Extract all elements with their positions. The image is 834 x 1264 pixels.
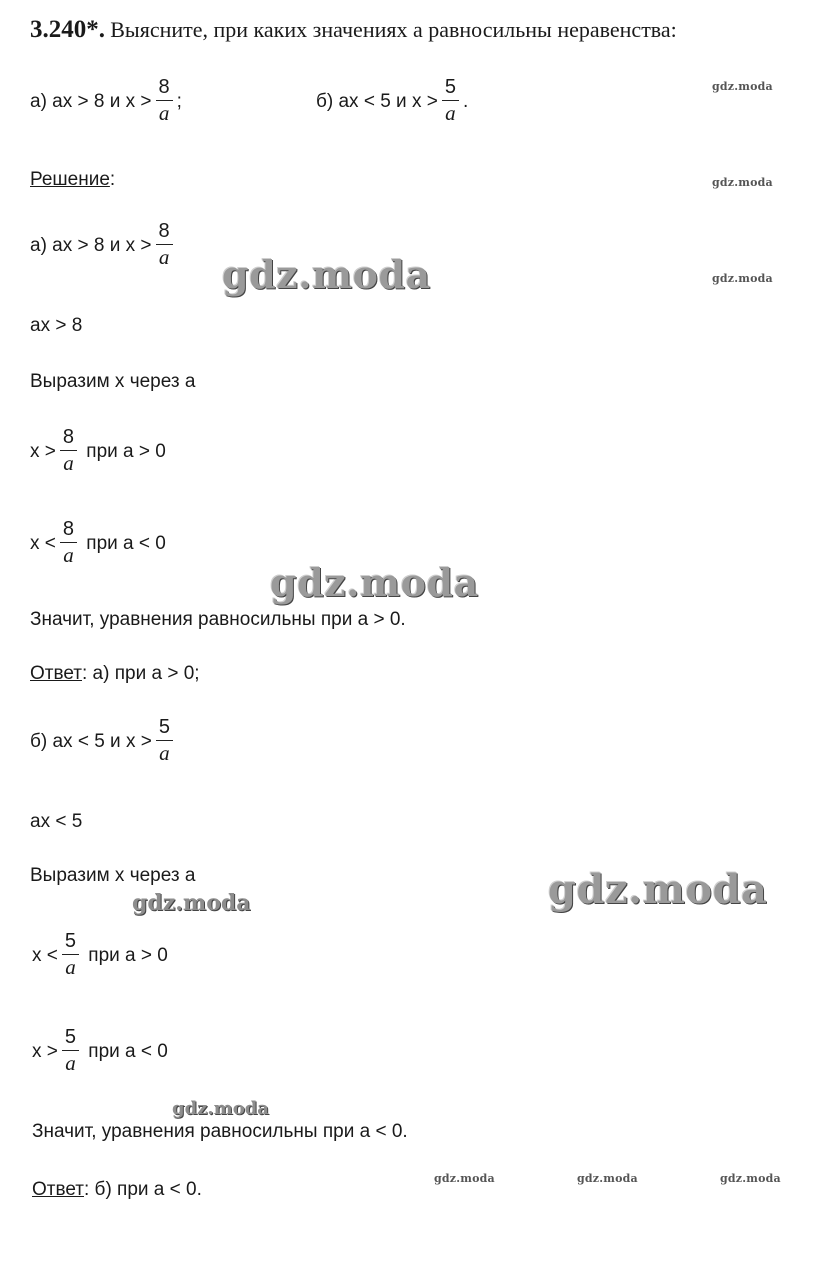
case-condition: при а > 0 <box>86 441 166 463</box>
fraction-denominator: a <box>63 451 74 475</box>
watermark: gdz.moda <box>270 560 479 605</box>
a-answer <box>30 662 200 686</box>
task-part-a-suffix: ; <box>176 91 182 113</box>
task-part-b <box>316 78 468 126</box>
case-prefix: х < <box>30 533 56 555</box>
answer-label: Ответ <box>30 663 82 684</box>
watermark: gdz.moda <box>548 866 768 913</box>
a-inequality: ах > 8 <box>30 315 83 336</box>
case-condition: при а < 0 <box>88 1041 168 1063</box>
answer-label: Ответ <box>32 1179 84 1200</box>
watermark: gdz.moda <box>434 1172 495 1185</box>
answer-text: : а) при а > 0; <box>82 663 200 684</box>
b-express-line: Выразим х через а <box>30 865 196 886</box>
fraction <box>62 1026 79 1074</box>
b-answer <box>32 1178 202 1202</box>
fraction-numerator: 8 <box>62 426 74 448</box>
watermark: gdz.moda <box>222 252 431 297</box>
task-question: Выясните, при каких значениях а равносильны неравенства: <box>110 17 677 42</box>
fraction <box>156 716 173 764</box>
fraction-numerator: 5 <box>444 76 456 98</box>
fraction-numerator: 5 <box>64 1026 76 1048</box>
fraction-numerator: 8 <box>62 518 74 540</box>
a-heading-text: а) ах > 8 и х > <box>30 235 152 257</box>
watermark: gdz.moda <box>720 1172 781 1185</box>
b-heading <box>30 718 177 766</box>
case-prefix: х > <box>30 441 56 463</box>
fraction-numerator: 5 <box>64 930 76 952</box>
watermark: gdz.moda <box>712 272 773 285</box>
watermark: gdz.moda <box>172 1098 269 1119</box>
fraction-denominator: a <box>159 741 170 765</box>
task-part-a <box>30 78 182 126</box>
task-number: 3.240*. <box>30 16 105 43</box>
b-conclusion: Значит, уравнения равносильны при а < 0. <box>32 1121 408 1142</box>
a-express-line: Выразим х через а <box>30 371 196 392</box>
watermark: gdz.moda <box>712 176 773 189</box>
a-case-positive <box>30 428 166 476</box>
task-statement <box>30 18 677 42</box>
fraction-numerator: 5 <box>158 716 170 738</box>
watermark: gdz.moda <box>577 1172 638 1185</box>
b-case-positive <box>32 932 168 980</box>
fraction-denominator: a <box>158 245 170 269</box>
fraction-denominator: a <box>65 1051 76 1075</box>
fraction <box>62 930 79 978</box>
fraction-numerator: 8 <box>158 76 170 98</box>
fraction-denominator: a <box>63 543 74 567</box>
b-case-negative <box>32 1028 168 1076</box>
case-prefix: х < <box>32 945 58 967</box>
watermark: gdz.moda <box>712 80 773 93</box>
watermark: gdz.moda <box>132 890 251 916</box>
solution-heading <box>30 168 115 192</box>
case-condition: при а < 0 <box>86 533 166 555</box>
solution-colon: : <box>109 169 116 190</box>
fraction <box>60 518 77 566</box>
fraction <box>156 220 173 268</box>
task-part-a-text: а) ах > 8 и х > <box>30 91 152 113</box>
fraction-denominator: a <box>158 101 170 125</box>
fraction <box>156 76 173 124</box>
a-heading <box>30 222 177 270</box>
a-conclusion: Значит, уравнения равносильны при а > 0. <box>30 609 406 630</box>
a-case-negative <box>30 520 166 568</box>
fraction-denominator: a <box>445 101 456 125</box>
fraction <box>60 426 77 474</box>
task-part-b-text: б) ах < 5 и х > <box>316 91 438 113</box>
task-part-b-suffix: . <box>462 91 469 113</box>
b-inequality: ах < 5 <box>30 811 83 832</box>
solution-label: Решение <box>30 169 110 190</box>
case-condition: при а > 0 <box>88 945 168 967</box>
b-heading-text: б) ах < 5 и х > <box>30 731 152 753</box>
case-prefix: х > <box>32 1041 58 1063</box>
answer-text: : б) при а < 0. <box>84 1179 202 1200</box>
fraction-denominator: a <box>65 955 76 979</box>
fraction <box>442 76 459 124</box>
fraction-numerator: 8 <box>158 220 170 242</box>
